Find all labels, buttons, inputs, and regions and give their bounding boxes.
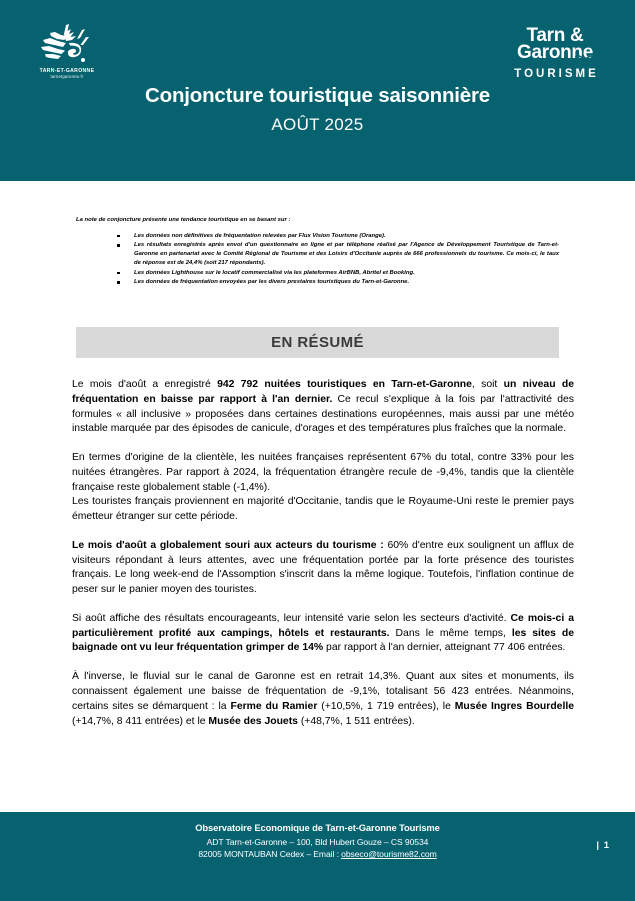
body-text: Dans le même temps,	[389, 627, 512, 639]
intro-block	[76, 216, 559, 288]
section-header-en-resume	[76, 327, 559, 358]
footer-email-prefix: 82005 MONTAUBAN Cedex – Email :	[198, 849, 342, 860]
summary-paragraph	[72, 670, 574, 729]
list-item-label: Les données Lighthouse sur le locatif commercialisé via les plateformes AirBNB, Abritel et Booking.	[134, 269, 415, 276]
page-number: | 1	[596, 840, 610, 851]
body-text: Si août affiche des résultats encourageants, leur intensité varie selon les secteurs d'activité.	[72, 612, 511, 624]
body-text: par rapport à l'an dernier, atteignant 77 406 entrées.	[323, 642, 566, 654]
footer-email-link[interactable]: obseco@tourisme82.com	[341, 849, 437, 860]
body-text: Ce recul s'explique à la fois par l'attractivité des formules « all inclusive » proposées dans certaines destinations européennes, mais aussi par une météo instable marquée par des épisodes de canicule, d'orages et des températures plus fraîches que la normale.	[72, 393, 574, 435]
body-text: , soit	[471, 379, 504, 390]
tourism-logo-line1: Tarn &	[526, 25, 584, 46]
summary-paragraph	[72, 378, 574, 437]
summary-paragraph	[72, 539, 574, 598]
body-text: Les touristes français proviennent en majorité d'Occitanie, tandis que le Royaume-Uni reste le premier pays émetteur étranger sur cette période.	[72, 496, 574, 523]
wave-lines-icon	[575, 55, 601, 62]
page-subtitle: AOÛT 2025	[271, 115, 364, 134]
emphasis-text: Musée des Jouets	[208, 715, 298, 727]
department-logo-name: TARN-ET-GARONNE	[39, 68, 95, 74]
intro-lead: La note de conjoncture présente une tendance touristique en se basant sur :	[76, 217, 291, 223]
emphasis-text: Ce mois-ci a particulièrement profité aux campings, hôtels et restaurants.	[72, 612, 574, 639]
department-logo	[22, 24, 112, 86]
body-text: En termes d'origine de la clientèle, les nuitées françaises représentent 67% du total, contre 33% pour les nuitées étrangères. Par rapport à 2024, la fréquentation étrangère recule de -9,4%, tandis que la clientèle française reste globalement stable (-1,4%).	[72, 452, 574, 493]
square-bullet-icon	[117, 281, 120, 284]
department-logo-url: tarnetgaronne.fr	[50, 74, 84, 80]
footer-title: Observatoire Economique de Tarn-et-Garonne Tourisme	[195, 822, 440, 833]
footer-address-line-1: ADT Tarn-et-Garonne – 100, Bld Hubert Gouze – CS 90534	[206, 837, 429, 847]
emphasis-text: les sites de baignade ont vu leur fréquentation grimper de 14%	[72, 627, 574, 654]
summary-paragraph	[72, 612, 574, 656]
emphasis-text: 942 792 nuitées touristiques en Tarn-et-Garonne	[217, 379, 472, 390]
footer-address-line-2	[0, 848, 635, 860]
body-text: (+48,7%, 1 511 entrées).	[297, 715, 415, 727]
body-text: (+10,5%, 1 719 entrées), le	[317, 700, 455, 712]
summary-body	[72, 378, 574, 743]
tourism-logo	[497, 27, 613, 80]
footer-band	[0, 812, 635, 901]
square-bullet-icon	[117, 272, 120, 275]
body-text: À l'inverse, le fluvial sur le canal de Garonne est en retrait 14,3%. Quant aux sites et monuments, ils connaissent également une baisse de fréquentation de -9,1%, totalisant 56 423 entrées. Néanmoins, certains sites se démarquent : la	[72, 671, 574, 712]
square-bullet-icon	[117, 244, 120, 247]
tourism-logo-line2-wrap	[497, 44, 613, 62]
body-text: 60% d'entre eux soulignent un afflux de visiteurs répondant à leurs attentes, avec une fréquentation portée par la forte présence des touristes français. Le long week-end de l'Assomption s'inscrit dans la même logique. Toutefois, l'inflation continue de peser sur le panier moyen des touristes.	[72, 539, 574, 596]
emphasis-text: Le mois d'août a globalement souri aux acteurs du tourisme :	[72, 539, 384, 551]
header-band	[0, 0, 635, 181]
list-item-label: Les données de fréquentation envoyées par les divers prestaires touristiques du Tarn-et-Garonne.	[134, 279, 410, 286]
list-item-label: Les résultats enregistrés après envoi d'un questionnaire en ligne et par téléphone réalisé par l'Agence de Développement Touristique de Tarn-et-Garonne en partenariat avec le Comité Régional de Tourisme et des Loisirs d'Occitanie auprès de 666 professionnels du tourisme. Ce mois-ci, le taux de réponse est de 24,4% (soit 217 répondants).	[134, 242, 559, 267]
list-item	[76, 269, 559, 278]
page-title: Conjoncture touristique saisonnière	[145, 84, 490, 107]
list-item	[76, 278, 559, 287]
summary-paragraph	[72, 495, 574, 525]
body-text: (+14,7%, 8 411 entrées) et le	[72, 715, 209, 727]
footer-content	[0, 822, 635, 861]
summary-paragraph	[72, 451, 574, 495]
tourism-logo-line2: Garonne	[516, 42, 594, 64]
square-bullet-icon	[117, 235, 120, 238]
tourism-logo-line3: TOURISME	[514, 67, 599, 80]
emphasis-text: un niveau de fréquentation en baisse par rapport à l'an dernier.	[72, 379, 574, 405]
emphasis-text: Ferme du Ramier	[230, 700, 318, 712]
list-item	[76, 232, 559, 241]
list-item-label: Les données non définitives de fréquentation relevées par Flux Vision Tourisme (Orange).	[134, 232, 386, 239]
list-item	[76, 241, 559, 268]
emphasis-text: Musée Ingres Bourdelle	[454, 700, 574, 712]
tarn-et-garonne-emblem-icon	[36, 24, 98, 66]
intro-bullet-list	[76, 232, 559, 287]
section-header-label: EN RÉSUMÉ	[271, 334, 364, 351]
body-text: Le mois d'août a enregistré	[72, 379, 218, 390]
